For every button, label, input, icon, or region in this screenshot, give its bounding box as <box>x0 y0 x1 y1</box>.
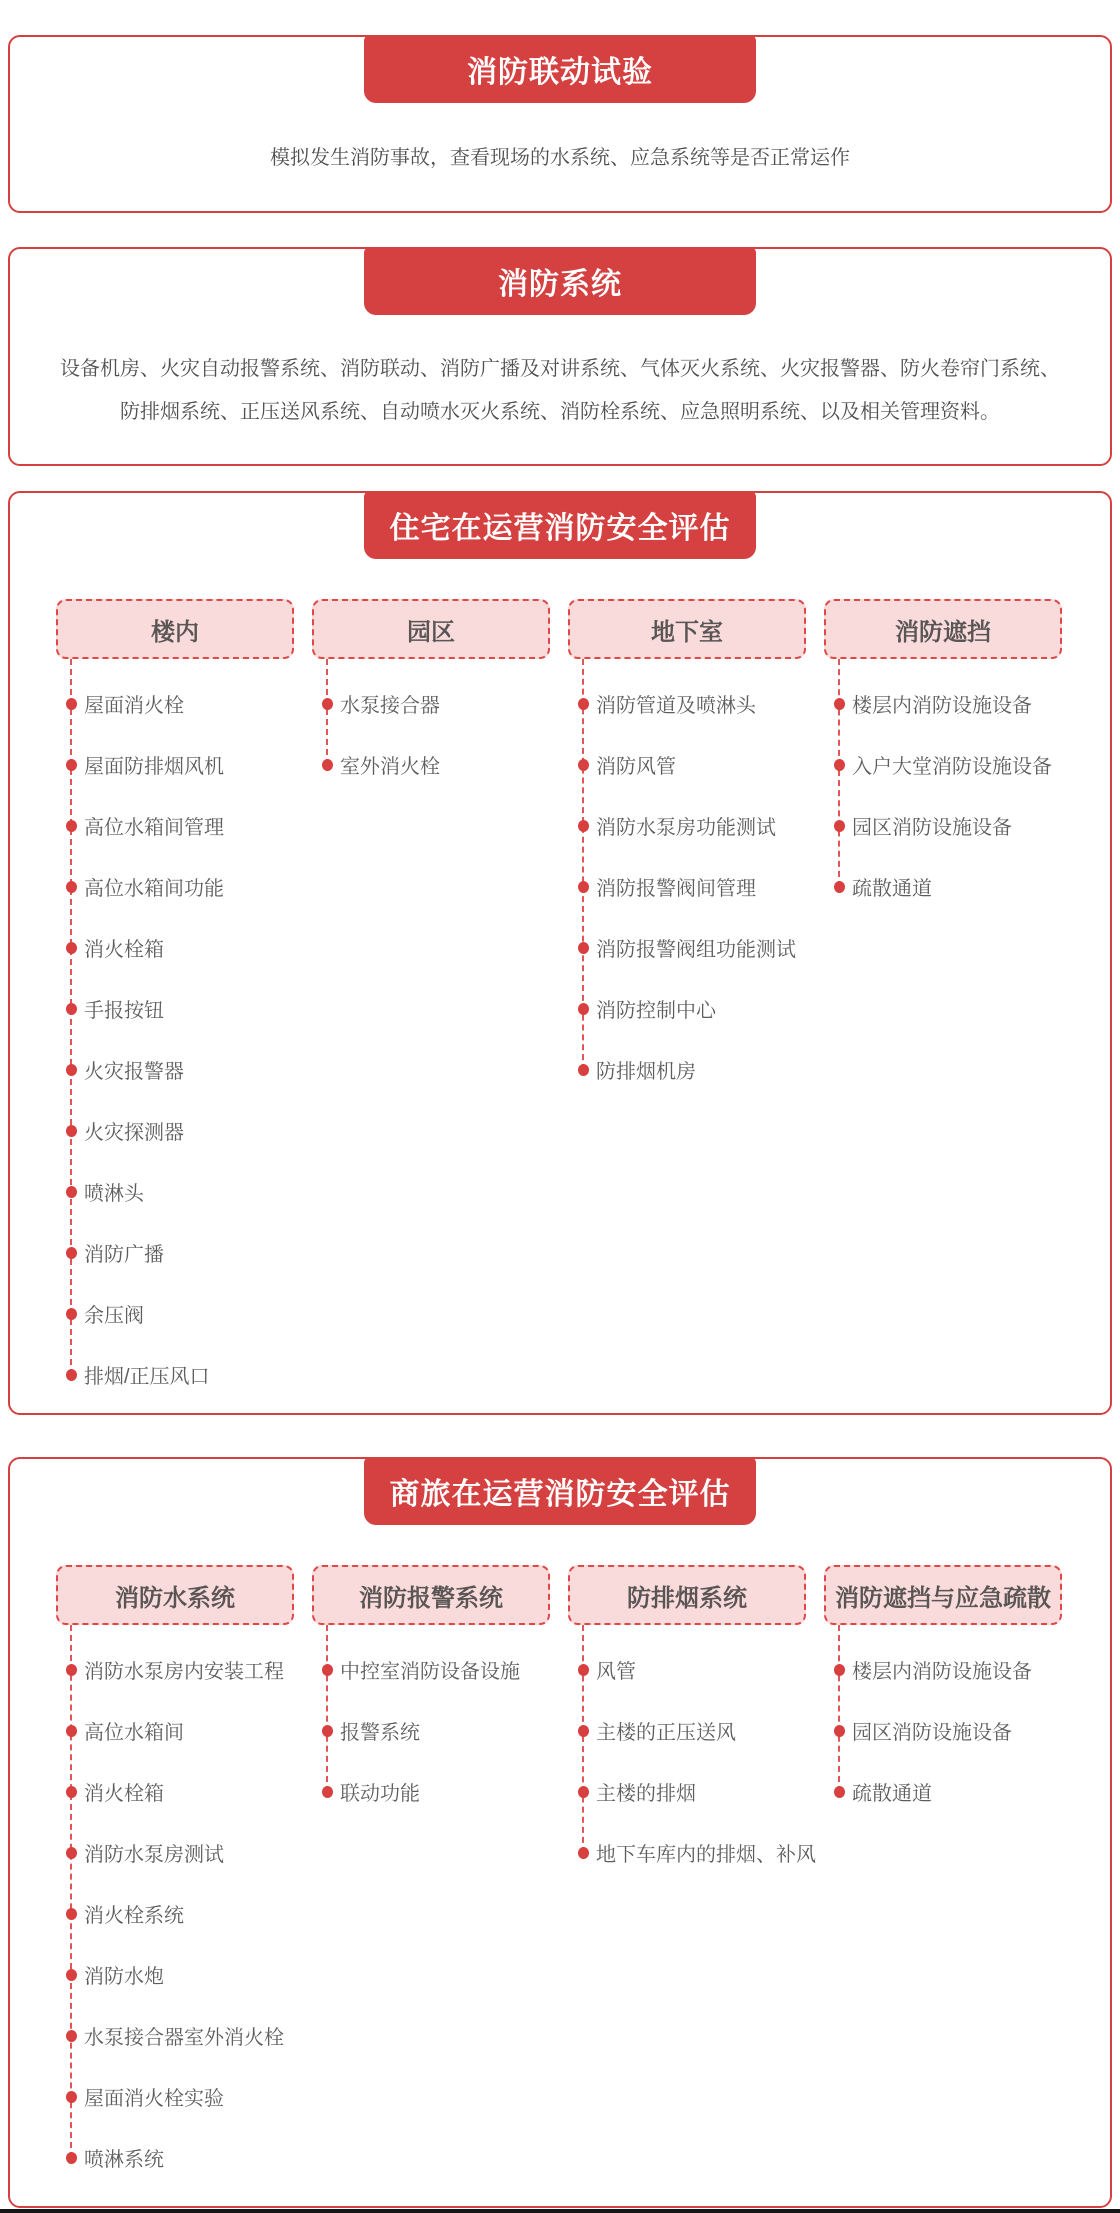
list-item <box>322 734 550 795</box>
bullet-dot-icon <box>578 759 589 771</box>
column-basement <box>568 599 806 1405</box>
item-list <box>834 673 1062 917</box>
list-item <box>66 1639 294 1700</box>
column-header-label: 消防水系统 <box>115 1584 235 1612</box>
bullet-dot-icon <box>322 1786 333 1798</box>
list-item <box>66 1700 294 1761</box>
bullet-dot-icon <box>578 1664 589 1676</box>
bullet-dot-icon <box>578 881 589 893</box>
item-label: 屋面消火栓实验 <box>84 2088 224 2110</box>
item-label: 楼层内消防设施设备 <box>852 1661 1032 1683</box>
list-item <box>66 1883 294 1944</box>
bullet-dot-icon <box>834 1664 845 1676</box>
item-label: 高位水箱间 <box>84 1722 184 1744</box>
column-header-label: 防排烟系统 <box>627 1584 747 1612</box>
item-label: 消火栓系统 <box>84 1905 184 1927</box>
card-title: 商旅在运营消防安全评估 <box>389 1478 731 1511</box>
list-item <box>834 1639 1062 1700</box>
bullet-dot-icon <box>834 759 845 771</box>
item-label: 中控室消防设备设施 <box>340 1661 520 1683</box>
card-title: 消防联动试验 <box>467 56 653 89</box>
list-item <box>578 734 806 795</box>
item-list <box>578 1639 816 1883</box>
bullet-dot-icon <box>322 759 333 771</box>
list-item <box>578 978 806 1039</box>
bullet-dot-icon <box>834 881 845 893</box>
bullet-dot-icon <box>66 1908 77 1920</box>
item-label: 消火栓箱 <box>84 1783 164 1805</box>
item-list <box>578 673 806 1100</box>
item-label: 风管 <box>596 1661 636 1683</box>
bullet-dot-icon <box>66 759 77 771</box>
item-label: 消防风管 <box>596 756 676 778</box>
card-description: 设备机房、火灾自动报警系统、消防联动、消防广播及对讲系统、气体灭火系统、火灾报警器、防火卷帘门系统、防排烟系统、正压送风系统、自动喷水灭火系统、消防栓系统、应急照明系统、以及相关管理资料。 <box>60 357 1060 423</box>
column-header <box>312 1565 550 1625</box>
column-header <box>56 599 294 659</box>
bullet-dot-icon <box>322 698 333 710</box>
item-label: 防排烟机房 <box>596 1061 696 1083</box>
list-item <box>322 1700 550 1761</box>
item-label: 楼层内消防设施设备 <box>852 695 1032 717</box>
bullet-dot-icon <box>578 1064 589 1076</box>
bullet-dot-icon <box>66 2091 77 2103</box>
card-title: 住宅在运营消防安全评估 <box>389 512 731 545</box>
item-label: 地下车库内的排烟、补风 <box>596 1844 816 1866</box>
card-title: 消防系统 <box>498 268 622 301</box>
column-header-label: 地下室 <box>651 618 723 646</box>
columns-container <box>56 1565 1064 2188</box>
column-fire-water-system <box>56 1565 294 2188</box>
item-label: 报警系统 <box>340 1722 420 1744</box>
column-header <box>56 1565 294 1625</box>
bullet-dot-icon <box>578 1003 589 1015</box>
column-header-label: 消防遮挡 <box>895 618 991 646</box>
item-label: 园区消防设施设备 <box>852 817 1012 839</box>
list-item <box>834 673 1062 734</box>
bullet-dot-icon <box>66 1664 77 1676</box>
card-title-tab <box>364 247 756 315</box>
page-bottom-edge-line <box>0 2209 1120 2213</box>
bullet-dot-icon <box>66 2152 77 2164</box>
item-label: 水泵接合器 <box>340 695 440 717</box>
column-header <box>312 599 550 659</box>
column-fire-alarm-system <box>312 1565 550 2188</box>
column-header <box>824 599 1062 659</box>
list-item <box>66 978 294 1039</box>
bullet-dot-icon <box>578 1847 589 1859</box>
list-item <box>578 1822 816 1883</box>
list-item <box>66 2066 294 2127</box>
list-item <box>322 1761 550 1822</box>
list-item <box>66 1761 294 1822</box>
item-label: 余压阀 <box>84 1305 144 1327</box>
item-label: 消防水炮 <box>84 1966 164 1988</box>
bullet-dot-icon <box>322 1664 333 1676</box>
bullet-dot-icon <box>66 1369 77 1381</box>
item-label: 火灾报警器 <box>84 1061 184 1083</box>
item-label: 消防控制中心 <box>596 1000 716 1022</box>
item-label: 消火栓箱 <box>84 939 164 961</box>
item-list <box>322 1639 550 1822</box>
list-item <box>66 673 294 734</box>
list-item <box>66 1344 294 1405</box>
card-residential-assessment <box>8 491 1112 1415</box>
item-label: 消防报警阀间管理 <box>596 878 756 900</box>
card-business-travel-assessment <box>8 1457 1112 2208</box>
list-item <box>834 1761 1062 1822</box>
bullet-dot-icon <box>66 698 77 710</box>
bullet-dot-icon <box>834 1786 845 1798</box>
column-blocking-and-evacuation <box>824 1565 1062 2188</box>
column-indoor <box>56 599 294 1405</box>
list-item <box>66 795 294 856</box>
list-item <box>66 1222 294 1283</box>
list-item <box>322 673 550 734</box>
bullet-dot-icon <box>834 698 845 710</box>
list-item <box>66 1039 294 1100</box>
item-list <box>66 1639 294 2188</box>
item-label: 疏散通道 <box>852 1783 932 1805</box>
item-label: 疏散通道 <box>852 878 932 900</box>
column-header <box>568 1565 806 1625</box>
bullet-dot-icon <box>66 1847 77 1859</box>
card-title-tab <box>364 35 756 103</box>
list-item <box>66 917 294 978</box>
item-label: 消防管道及喷淋头 <box>596 695 756 717</box>
bullet-dot-icon <box>578 820 589 832</box>
bullet-dot-icon <box>578 942 589 954</box>
bullet-dot-icon <box>66 1725 77 1737</box>
item-label: 高位水箱间管理 <box>84 817 224 839</box>
column-fire-blocking <box>824 599 1062 1405</box>
item-label: 喷淋系统 <box>84 2149 164 2171</box>
bullet-dot-icon <box>834 820 845 832</box>
bullet-dot-icon <box>578 698 589 710</box>
column-header-label: 消防报警系统 <box>359 1584 503 1612</box>
list-item <box>578 1039 806 1100</box>
list-item <box>66 856 294 917</box>
item-label: 高位水箱间功能 <box>84 878 224 900</box>
list-item <box>578 1639 806 1700</box>
column-smoke-control-system <box>568 1565 816 2188</box>
item-label: 入户大堂消防设施设备 <box>852 756 1052 778</box>
item-label: 屋面消火栓 <box>84 695 184 717</box>
list-item <box>66 2005 294 2066</box>
list-item <box>578 795 806 856</box>
list-item <box>834 734 1062 795</box>
bullet-dot-icon <box>66 942 77 954</box>
bullet-dot-icon <box>66 2030 77 2042</box>
card-title-tab <box>364 491 756 559</box>
card-body <box>10 105 1110 211</box>
item-label: 消防广播 <box>84 1244 164 1266</box>
bullet-dot-icon <box>66 1786 77 1798</box>
bullet-dot-icon <box>66 1125 77 1137</box>
column-park <box>312 599 550 1405</box>
column-header-label: 园区 <box>407 618 455 646</box>
list-item <box>66 734 294 795</box>
list-item <box>834 1700 1062 1761</box>
list-item <box>834 856 1062 917</box>
item-list <box>322 673 550 795</box>
bullet-dot-icon <box>66 1186 77 1198</box>
bullet-dot-icon <box>66 1247 77 1259</box>
card-title-tab <box>364 1457 756 1525</box>
list-item <box>578 856 806 917</box>
list-item <box>66 1161 294 1222</box>
bullet-dot-icon <box>834 1725 845 1737</box>
item-label: 喷淋头 <box>84 1183 144 1205</box>
columns-container <box>56 599 1064 1405</box>
card-fire-linkage-test <box>8 35 1112 213</box>
item-label: 手报按钮 <box>84 1000 164 1022</box>
item-label: 主楼的正压送风 <box>596 1722 736 1744</box>
list-item <box>578 673 806 734</box>
item-label: 园区消防设施设备 <box>852 1722 1012 1744</box>
bullet-dot-icon <box>66 1308 77 1320</box>
list-item <box>578 1761 806 1822</box>
item-label: 消防报警阀组功能测试 <box>596 939 796 961</box>
bullet-dot-icon <box>66 1003 77 1015</box>
item-label: 主楼的排烟 <box>596 1783 696 1805</box>
item-label: 联动功能 <box>340 1783 420 1805</box>
item-list <box>66 673 294 1405</box>
list-item <box>66 2127 294 2188</box>
card-description: 模拟发生消防事故，查看现场的水系统、应急系统等是否正常运作 <box>270 146 850 169</box>
bullet-dot-icon <box>66 1064 77 1076</box>
bullet-dot-icon <box>66 820 77 832</box>
list-item <box>322 1639 550 1700</box>
item-label: 火灾探测器 <box>84 1122 184 1144</box>
list-item <box>834 795 1062 856</box>
item-label: 消防水泵房内安装工程 <box>84 1661 284 1683</box>
item-label: 屋面防排烟风机 <box>84 756 224 778</box>
list-item <box>66 1944 294 2005</box>
column-header <box>824 1565 1062 1625</box>
bullet-dot-icon <box>578 1786 589 1798</box>
bullet-dot-icon <box>66 881 77 893</box>
column-header <box>568 599 806 659</box>
item-label: 消防水泵房测试 <box>84 1844 224 1866</box>
card-body <box>10 317 1110 464</box>
list-item <box>66 1283 294 1344</box>
item-label: 消防水泵房功能测试 <box>596 817 776 839</box>
column-header-label: 消防遮挡与应急疏散 <box>835 1584 1051 1612</box>
list-item <box>578 917 806 978</box>
item-label: 水泵接合器室外消火栓 <box>84 2027 284 2049</box>
bullet-dot-icon <box>578 1725 589 1737</box>
column-header-label: 楼内 <box>151 618 199 646</box>
item-label: 室外消火栓 <box>340 756 440 778</box>
list-item <box>66 1100 294 1161</box>
list-item <box>578 1700 806 1761</box>
bullet-dot-icon <box>322 1725 333 1737</box>
item-label: 排烟/正压风口 <box>84 1366 210 1388</box>
card-fire-system <box>8 247 1112 466</box>
list-item <box>66 1822 294 1883</box>
item-list <box>834 1639 1062 1822</box>
bullet-dot-icon <box>66 1969 77 1981</box>
